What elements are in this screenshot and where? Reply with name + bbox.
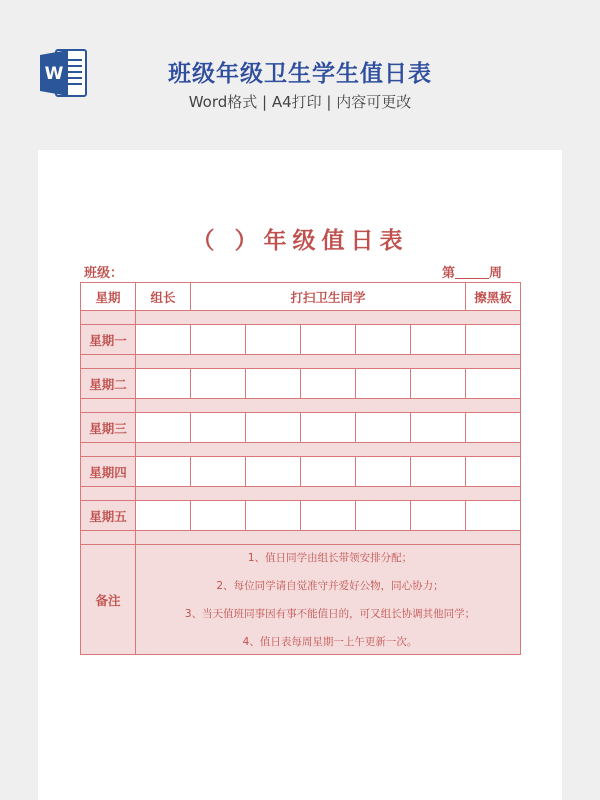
cleaner-cell[interactable] xyxy=(356,413,411,443)
week-prefix: 第 xyxy=(441,266,455,281)
spacer-row xyxy=(81,399,521,413)
leader-cell[interactable] xyxy=(136,413,191,443)
cleaner-cell[interactable] xyxy=(191,457,246,487)
weekday-cell: 星期四 xyxy=(81,457,136,487)
cleaner-cell[interactable] xyxy=(411,501,466,531)
spacer-cell xyxy=(136,311,521,325)
table-row xyxy=(81,325,521,355)
leader-cell[interactable] xyxy=(136,325,191,355)
cleaner-cell[interactable] xyxy=(246,413,301,443)
spacer-row xyxy=(81,531,521,545)
table-row xyxy=(81,457,521,487)
spacer-cell xyxy=(81,531,136,545)
header-leader: 组长 xyxy=(136,283,191,311)
spacer-cell xyxy=(136,531,521,545)
weekday-cell: 星期二 xyxy=(81,369,136,399)
duty-table xyxy=(80,282,521,655)
table-row xyxy=(81,369,521,399)
leader-cell[interactable] xyxy=(136,369,191,399)
cleaner-cell[interactable] xyxy=(191,501,246,531)
spacer-cell xyxy=(136,355,521,369)
document-title: （ ）年级值日表 xyxy=(191,228,409,254)
cleaner-cell[interactable] xyxy=(246,369,301,399)
cleaner-cell[interactable] xyxy=(411,457,466,487)
cleaner-cell[interactable] xyxy=(301,501,356,531)
note-item: 3、当天值班同事因有事不能值日的，可又组长协调其他同学； xyxy=(184,608,476,620)
cleaner-cell[interactable] xyxy=(246,457,301,487)
blackboard-cell[interactable] xyxy=(466,369,521,399)
weekday-cell: 星期三 xyxy=(81,413,136,443)
spacer-cell xyxy=(81,443,136,457)
header-blackboard: 擦黑板 xyxy=(466,283,521,311)
cleaner-cell[interactable] xyxy=(246,501,301,531)
leader-cell[interactable] xyxy=(136,501,191,531)
page-subtitle: Word格式 | A4打印 | 内容可更改 xyxy=(188,93,412,111)
leader-cell[interactable] xyxy=(136,457,191,487)
table-header-row xyxy=(81,283,521,311)
blackboard-cell[interactable] xyxy=(466,325,521,355)
spacer-cell xyxy=(136,487,521,501)
notes-row xyxy=(81,545,521,655)
document-page xyxy=(38,150,562,800)
cleaner-cell[interactable] xyxy=(191,325,246,355)
cleaner-cell[interactable] xyxy=(356,369,411,399)
cleaner-cell[interactable] xyxy=(191,413,246,443)
cleaner-cell[interactable] xyxy=(301,369,356,399)
note-item: 1、值日同学由组长带领安排分配； xyxy=(247,552,413,564)
cleaner-cell[interactable] xyxy=(356,325,411,355)
cleaner-cell[interactable] xyxy=(411,369,466,399)
spacer-cell xyxy=(136,443,521,457)
page-title: 班级年级卫生学生值日表 xyxy=(168,61,432,87)
word-icon-letter: W xyxy=(44,64,64,84)
class-label: 班级： xyxy=(84,266,124,281)
blackboard-cell[interactable] xyxy=(466,501,521,531)
spacer-cell xyxy=(81,311,136,325)
cleaner-cell[interactable] xyxy=(411,325,466,355)
notes-label: 备注 xyxy=(81,545,136,655)
cleaner-cell[interactable] xyxy=(301,457,356,487)
notes-body xyxy=(136,545,521,655)
note-item: 4、值日表每周星期一上午更新一次。 xyxy=(242,636,418,648)
page-header xyxy=(0,0,600,150)
table-row xyxy=(81,501,521,531)
header-cleaners: 打扫卫生同学 xyxy=(191,283,466,311)
spacer-row xyxy=(81,487,521,501)
weekday-cell: 星期五 xyxy=(81,501,136,531)
spacer-row xyxy=(81,443,521,457)
cleaner-cell[interactable] xyxy=(301,325,356,355)
week-suffix: 周 xyxy=(488,266,502,281)
cleaner-cell[interactable] xyxy=(411,413,466,443)
note-item: 2、每位同学请自觉准守并爱好公物，同心协力； xyxy=(216,580,444,592)
header-weekday: 星期 xyxy=(81,283,136,311)
table-row xyxy=(81,413,521,443)
cleaner-cell[interactable] xyxy=(246,325,301,355)
cleaner-cell[interactable] xyxy=(191,369,246,399)
cleaner-cell[interactable] xyxy=(356,501,411,531)
blackboard-cell[interactable] xyxy=(466,457,521,487)
cleaner-cell[interactable] xyxy=(301,413,356,443)
week-label xyxy=(442,262,502,281)
weekday-cell: 星期一 xyxy=(81,325,136,355)
spacer-cell xyxy=(81,399,136,413)
spacer-cell xyxy=(81,487,136,501)
spacer-cell xyxy=(136,399,521,413)
spacer-cell xyxy=(81,355,136,369)
blackboard-cell[interactable] xyxy=(466,413,521,443)
cleaner-cell[interactable] xyxy=(356,457,411,487)
week-blank xyxy=(455,266,489,279)
spacer-row xyxy=(81,311,521,325)
spacer-row xyxy=(81,355,521,369)
